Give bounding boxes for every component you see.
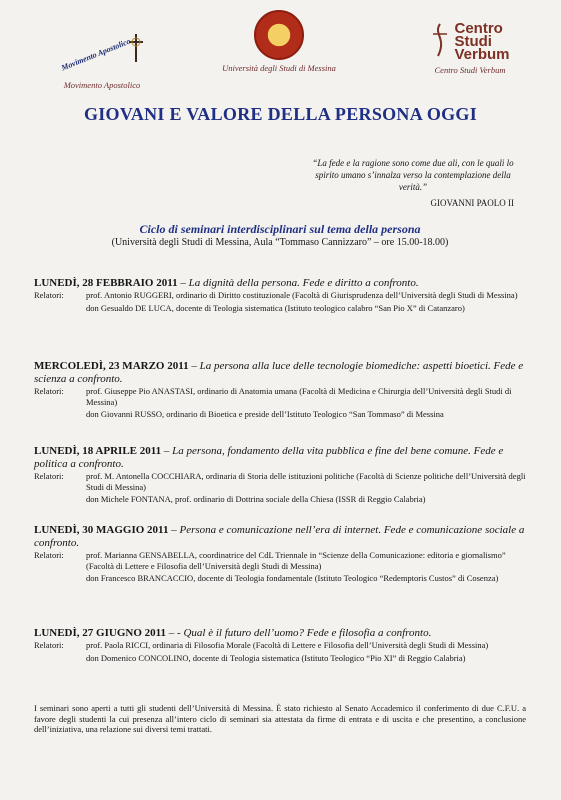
university-caption: Università degli Studi di Messina	[222, 63, 336, 73]
session-topic: – La persona alla luce delle tecnologie biomediche: aspetti bioetici. Fede e scienza a confronto.	[34, 360, 524, 385]
quote-text: “La fede e la ragione sono come due ali, con le quali lo spirito umano s’innalza verso la contemplazione della verità.”	[312, 158, 514, 192]
speaker-entry: don Francesco BRANCACCIO, docente di Teologia fondamentale (Istituto Teologico “Redemptoris Custos” di Cosenza)	[86, 573, 499, 583]
session-topic: – La dignità della persona. Fede e diritto a confronto.	[177, 277, 419, 289]
venue-line: (Università degli Studi di Messina, Aula “Tommaso Cannizzaro” – ore 15.00-18.00)	[111, 237, 449, 248]
seminar-session	[34, 627, 526, 665]
movimento-apostolico-logo	[42, 32, 162, 90]
cycle-title: Ciclo di seminari interdisciplinari sul tema della persona	[139, 222, 421, 236]
session-topic: – - Qual è il futuro dell’uomo? Fede e filosofia a confronto.	[166, 627, 432, 639]
speakers-label: Relatori:	[34, 471, 64, 481]
quote-author: GIOVANNI PAOLO II	[430, 198, 514, 208]
session-topic: – La persona, fondamento della vita pubblica e fine del bene comune. Fede e politica a confronto.	[34, 445, 504, 470]
speakers-label: Relatori:	[34, 550, 64, 560]
session-topic: – Persona e comunicazione nell’era di internet. Fede e comunicazione sociale a confronto.	[34, 524, 525, 549]
centro-studi-verbum-logo	[400, 22, 540, 75]
speakers-label: Relatori:	[34, 640, 64, 650]
speakers-label: Relatori:	[34, 290, 64, 300]
speaker-entry: don Domenico CONCOLINO, docente di Teologia sistematica (Istituto Teologico “Pio XI” di Reggio Calabria)	[86, 652, 466, 663]
movimento-apostolico-mark-text: Movimento Apostolico	[59, 36, 132, 73]
speaker-entry: prof. Marianna GENSABELLA, coordinatrice del CdL Triennale in “Scienze della Comunicazione: editoria e giornalismo” (Facoltà di Lettere e Filosofia dell’Università degli Studi di Messina)	[86, 550, 506, 571]
speaker-entry: prof. M. Antonella COCCHIARA, ordinaria di Storia delle istituzioni politiche (Facoltà di Scienze politiche dell’Università degli Studi di Messina)	[86, 471, 526, 492]
speakers-label: Relatori:	[34, 386, 64, 396]
session-date: MERCOLEDÌ, 23 MARZO 2011	[34, 360, 189, 372]
csv-word-verbum: Verbum	[454, 46, 510, 63]
seminar-session	[34, 277, 526, 315]
speaker-entry: don Gesualdo DE LUCA, docente di Teologia sistematica (Istituto teologico calabro “San Pio X” di Catanzaro)	[86, 302, 465, 313]
csv-word-centro: Centro	[454, 20, 503, 37]
movimento-apostolico-caption: Movimento Apostolico	[63, 80, 141, 90]
footer-note: I seminari sono aperti a tutti gli studenti dell’Università di Messina. È stato richiesto al Senato Accademico il conferimento di due C.F.U. a favore degli studenti la cui presenza all’intero ciclo di seminari sia attestata da firme di entrata e di uscita e che presentino, a conclusione dell’iniziativa, una relazione sui diversi temi trattati.	[34, 703, 526, 734]
centro-studi-verbum-caption: Centro Studi Verbum	[434, 65, 506, 75]
movimento-apostolico-emblem	[46, 32, 158, 76]
seminar-session	[34, 524, 526, 586]
session-date: LUNEDÌ, 18 APRILE 2011	[34, 445, 162, 457]
page-title: GIOVANI E VALORE DELLA PERSONA OGGI	[83, 104, 478, 124]
speaker-entry: prof. Paola RICCI, ordinaria di Filosofia Morale (Facoltà di Lettere e Filosofia dell’Università degli Studi di Messina)	[86, 640, 489, 650]
seminar-session	[34, 360, 526, 422]
centro-studi-verbum-emblem	[400, 22, 540, 61]
speaker-entry: prof. Antonio RUGGERI, ordinario di Diritto costituzionale (Facoltà di Giurisprudenza dell’Università degli Studi di Messina)	[86, 290, 518, 300]
session-date: LUNEDÌ, 28 FEBBRAIO 2011	[34, 277, 178, 289]
csv-word-studi: Studi	[454, 33, 492, 50]
speaker-entry: prof. Giuseppe Pio ANASTASI, ordinario di Anatomia umana (Facoltà di Medicina e Chirurgia dell’Università degli Studi di Messina)	[86, 386, 512, 407]
seminar-session	[34, 445, 526, 507]
session-date: LUNEDÌ, 27 GIUGNO 2011	[34, 627, 167, 639]
speaker-entry: don Michele FONTANA, prof. ordinario di Dottrina sociale della Chiesa (ISSR di Reggio Calabria)	[86, 494, 426, 504]
flame-cross-icon	[430, 22, 450, 58]
speaker-entry: don Giovanni RUSSO, ordinario di Bioetica e preside dell’Istituto Teologico “San Tommaso” di Messina	[86, 409, 444, 419]
university-logo	[214, 10, 344, 73]
university-seal-icon	[254, 10, 304, 60]
session-date: LUNEDÌ, 30 MAGGIO 2011	[34, 524, 169, 536]
